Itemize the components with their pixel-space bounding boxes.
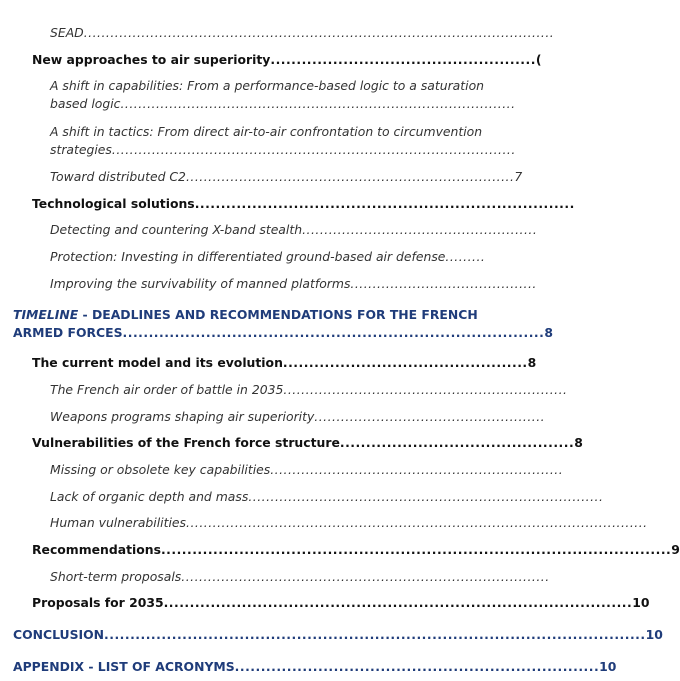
toc-entry-human-vulnerabilities[interactable] (50, 514, 648, 532)
toc-entry-title: Human vulnerabilities (50, 515, 186, 530)
toc-entry-title: Improving the survivability of manned platforms (50, 276, 351, 291)
toc-entry-title: The French air order of battle in 2035 (50, 382, 284, 397)
toc-entry-current-model[interactable] (32, 354, 537, 372)
toc-page-number: 10 (599, 659, 617, 674)
toc-page-number: ( (535, 52, 542, 67)
toc-entry-title: SEAD (50, 25, 84, 40)
toc-entry-vulnerabilities[interactable] (32, 434, 583, 452)
toc-entry-title-line1: A shift in capabilities: From a performance-based logic to a saturation (50, 78, 485, 93)
toc-leader-dots: ............................................. (339, 435, 575, 450)
toc-entry-air-order-of-battle[interactable] (50, 381, 568, 399)
toc-page-number: 8 (527, 355, 537, 370)
toc-entry-missing-capabilities[interactable] (50, 461, 564, 479)
toc-entry-title-emphasis: TIMELINE (13, 307, 79, 322)
toc-entry-title: ARMED FORCES (13, 325, 123, 340)
toc-leader-dots: ......................................................................... (194, 196, 575, 211)
toc-leader-dots: .................................................................. (270, 462, 564, 477)
toc-leader-dots: ........................................................................................................ (104, 627, 646, 642)
toc-entry-title: Recommendations (32, 542, 161, 557)
toc-leader-dots: ................................................................................... (181, 569, 550, 584)
toc-entry-conclusion[interactable] (13, 626, 663, 644)
toc-entry-appendix[interactable] (13, 658, 617, 676)
toc-entry-title: Detecting and countering X-band stealth (50, 222, 303, 237)
toc-entry-weapons-programs[interactable] (50, 408, 546, 426)
toc-leader-dots: ........................................................................................................ (186, 515, 648, 530)
toc-entry-title: Proposals for 2035 (32, 595, 164, 610)
toc-entry-short-term-proposals[interactable] (50, 568, 550, 586)
toc-leader-dots: ......................................................................................... (120, 96, 516, 111)
toc-entry-ground-based-air-defense[interactable] (50, 248, 489, 266)
toc-entry-title-line1-rest: - DEADLINES AND RECOMMENDATIONS FOR THE FRENCH (78, 307, 478, 322)
toc-entry-new-approaches[interactable] (32, 51, 542, 69)
toc-page-number: 8 (544, 325, 553, 340)
toc-leader-dots: .......................................... (350, 276, 537, 291)
toc-entry-title: APPENDIX - LIST OF ACRONYMS (13, 659, 235, 674)
toc-entry-title: Protection: Investing in differentiated ground-based air defense (50, 249, 446, 264)
toc-entry-shift-capabilities[interactable] (50, 77, 516, 113)
toc-leader-dots: .................................................... (314, 409, 546, 424)
toc-page-number: 10 (645, 627, 663, 642)
toc-entry-title: based logic (50, 96, 121, 111)
toc-page-number: 8 (574, 435, 583, 450)
toc-entry-title-line1: A shift in tactics: From direct air-to-air confrontation to circumvention (50, 124, 483, 139)
toc-leader-dots: ...................................................................... (234, 659, 600, 674)
toc-entry-title: Vulnerabilities of the French force structure (32, 435, 340, 450)
toc-page-number: 10 (632, 595, 650, 610)
toc-leader-dots: ......... (445, 249, 486, 264)
toc-leader-dots: .......................................................................................................... (83, 25, 555, 40)
toc-entry-title: Technological solutions (32, 196, 195, 211)
toc-entry-shift-tactics[interactable] (50, 123, 516, 159)
toc-leader-dots: ............................................... (282, 355, 528, 370)
toc-entry-technological-solutions[interactable] (32, 195, 575, 213)
toc-entry-title: Weapons programs shaping air superiority (50, 409, 315, 424)
toc-entry-title: strategies (50, 142, 112, 157)
toc-leader-dots: ................................................................................. (122, 325, 545, 340)
toc-entry-title-line1 (13, 306, 489, 324)
toc-leader-dots: .......................................................................... (185, 169, 515, 184)
toc-entry-recommendations[interactable] (32, 541, 680, 559)
toc-entry-distributed-c2[interactable] (50, 168, 523, 186)
toc-leader-dots: ................................................................ (283, 382, 568, 397)
toc-entry-x-band-stealth[interactable] (50, 221, 538, 239)
toc-entry-title: CONCLUSION (13, 627, 105, 642)
toc-entry-sead[interactable] (50, 24, 555, 42)
toc-entry-title: Missing or obsolete key capabilities (50, 462, 271, 477)
toc-page-number: 7 (514, 169, 523, 184)
toc-leader-dots: ................................................... (270, 52, 536, 67)
toc-entry-title: Lack of organic depth and mass (50, 489, 249, 504)
toc-leader-dots: .................................................................................................. (160, 542, 672, 557)
toc-leader-dots: ..................................................... (302, 222, 538, 237)
toc-leader-dots: ........................................................................................... (111, 142, 516, 157)
toc-entry-title: The current model and its evolution (32, 355, 283, 370)
toc-entry-title: Short-term proposals (50, 569, 182, 584)
toc-entry-timeline[interactable] (13, 306, 553, 342)
toc-entry-manned-platforms[interactable] (50, 275, 537, 293)
toc-entry-organic-depth[interactable] (50, 488, 604, 506)
toc-leader-dots: ................................................................................ (248, 489, 604, 504)
toc-entry-title: Toward distributed C2 (50, 169, 186, 184)
toc-leader-dots: .......................................................................................... (163, 595, 633, 610)
toc-entry-title: New approaches to air superiority (32, 52, 271, 67)
toc-entry-proposals-2035[interactable] (32, 594, 650, 612)
toc-page-number: 9 (671, 542, 680, 557)
